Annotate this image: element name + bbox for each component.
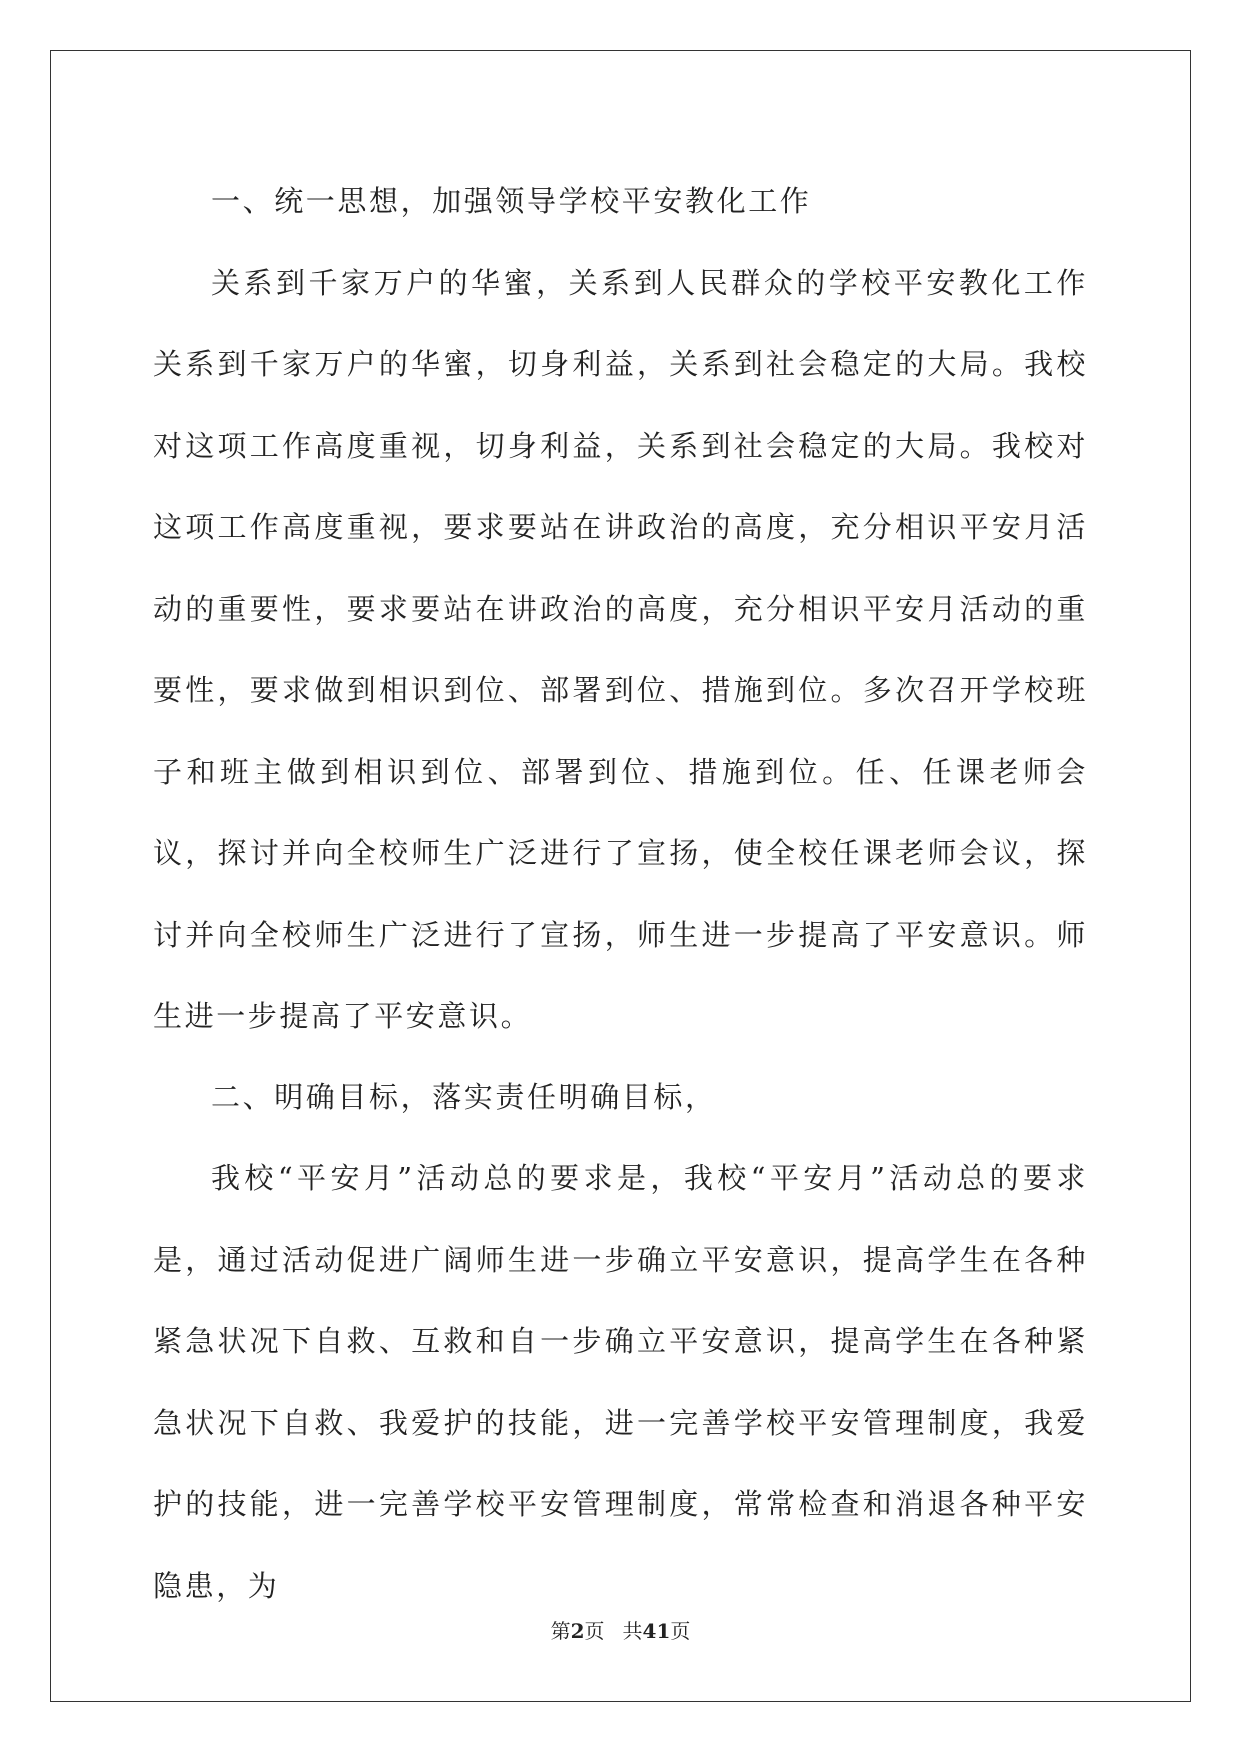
total-page-count: 41 <box>642 1619 671 1643</box>
section-heading-1: 一、统一思想，加强领导学校平安教化工作 <box>211 184 812 218</box>
total-prefix: 共 <box>622 1619 643 1643</box>
page-prefix: 第 <box>550 1619 571 1643</box>
page-unit: 页 <box>584 1619 605 1643</box>
current-page-number: 2 <box>570 1619 585 1643</box>
body-paragraph-1: 关系到千家万户的华蜜，关系到人民群众的学校平安教化工作关系到千家万户的华蜜，切身利益，关系到社会稳定的大局。我校对这项工作高度重视，切身利益，关系到社会稳定的大局。我校对这项工作高度重视，要求要站在讲政治的高度，充分相识平安月活动的重要性，要求要站在讲政治的高度，充分相识平安月活动的重要性，要求做到相识到位、部署到位、措施到位。多次召开学校班子和班主做到相识到位、部署到位、措施到位。任、任课老师会议，探讨并向全校师生广泛进行了宣扬，使全校任课老师会议，探讨并向全校师生广泛进行了宣扬，师生进一步提高了平安意识。师生进一步提高了平安意识。 <box>153 265 1088 1033</box>
section-heading-2: 二、明确目标，落实责任明确目标， <box>211 1079 717 1114</box>
document-body <box>153 162 1088 1627</box>
total-unit: 页 <box>670 1619 691 1643</box>
body-paragraph-2: 我校“平安月”活动总的要求是，我校“平安月”活动总的要求是，通过活动促进广阔师生进一步确立平安意识，提高学生在各种紧急状况下自救、互救和自一步确立平安意识，提高学生在各种紧急状况下自救、我爱护的技能，进一完善学校平安管理制度，我爱护的技能，进一完善学校平安管理制度，常常检查和消退各种平安隐患，为 <box>153 1161 1088 1603</box>
page-footer <box>0 1615 1241 1644</box>
